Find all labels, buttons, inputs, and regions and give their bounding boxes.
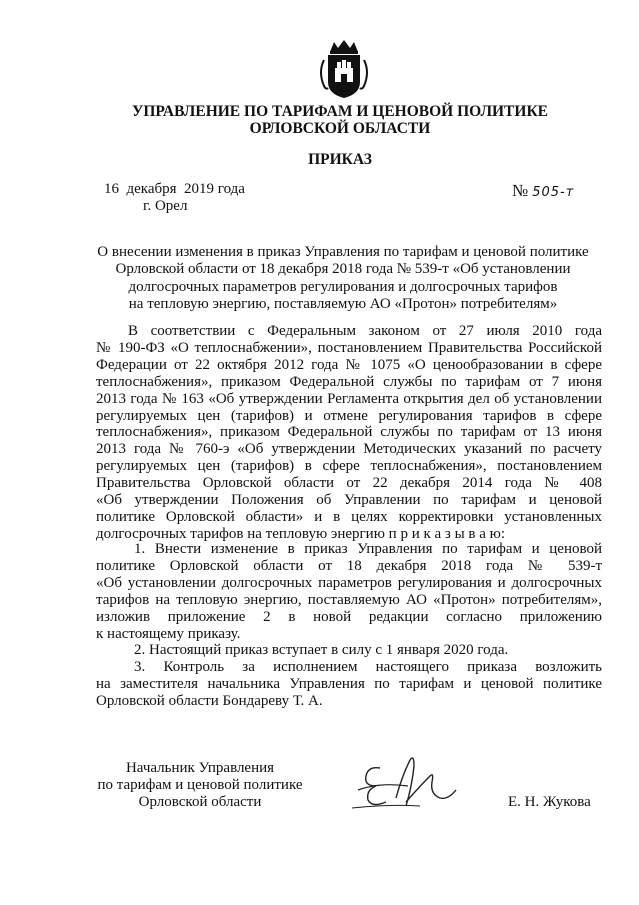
document-date: 16 декабря 2019 года — [104, 181, 245, 197]
order-item-line: на заместителя начальника Управления по тарифам и ценовой политике — [96, 676, 602, 693]
document-number — [512, 181, 574, 201]
order-item-line: к настоящему приказу. — [96, 625, 241, 642]
document-type-title: ПРИКАЗ — [308, 151, 372, 168]
signatory-title-line: Начальник Управления — [125, 760, 275, 776]
signatory-title-line: по тарифам и ценовой политике — [97, 777, 303, 793]
order-item-line: 2. Настоящий приказ вступает в силу с 1 января 2020 года. — [134, 642, 509, 659]
order-item-line: тарифов на тепловую энергию, поставляемую АО «Протон» потребителям», — [96, 591, 602, 608]
handwritten-number: 505-т — [532, 185, 575, 200]
preamble-line: регулируемых цен (тарифов) и отмене регулирования тарифов в сфере — [96, 407, 602, 424]
number-sign: № — [512, 181, 529, 200]
preamble-line: регулируемых цен (тарифов) в сфере теплоснабжения», постановлением — [96, 458, 602, 475]
preamble-paragraph — [96, 323, 602, 543]
signatory-title — [90, 760, 310, 811]
preamble-line: теплоснабжения», приказом Федеральной службы по тарифам от 13 июня — [96, 424, 602, 441]
subject-line: О внесении изменения в приказ Управления по тарифам и ценовой политике — [97, 244, 589, 260]
subject-line: Орловской области от 18 декабря 2018 года № 539-т «Об установлении — [115, 261, 571, 278]
organization-name-line2: ОРЛОВСКОЙ ОБЛАСТИ — [249, 120, 431, 137]
organization-name-line1: УПРАВЛЕНИЕ ПО ТАРИФАМ И ЦЕНОВОЙ ПОЛИТИКЕ — [131, 103, 549, 120]
preamble-line: Правительства Орловской области от 22 декабря 2014 года № 408 — [96, 475, 602, 492]
handwritten-signature-icon — [350, 746, 470, 816]
order-items — [96, 541, 602, 710]
order-item-line: «Об установлении долгосрочных параметров регулирования и долгосрочных — [96, 574, 602, 591]
signer-name: Е. Н. Жукова — [508, 794, 591, 810]
order-item-line: политике Орловской области от 18 декабря 2018 года № 539-т — [96, 557, 602, 574]
signatory-title-line: Орловской области — [138, 794, 262, 810]
order-item-line: 3. Контроль за исполнением настоящего приказа возложить — [134, 659, 602, 676]
document-city: г. Орел — [143, 198, 188, 214]
preamble-line: Федерации от 22 октября 2012 года № 1075 «О ценообразовании в сфере — [96, 356, 602, 373]
preamble-line: «Об утверждении Положения об Управлении по тарифам и ценовой — [96, 492, 602, 509]
preamble-line: теплоснабжения», приказом Федеральной службы по тарифам от 7 июня — [96, 373, 602, 390]
order-item-line: изложив приложение 2 в новой редакции согласно приложению — [96, 608, 602, 625]
coat-of-arms-icon — [304, 38, 384, 100]
subject-line: на тепловую энергию, поставляемую АО «Протон» потребителям» — [128, 295, 558, 312]
preamble-line: В соответствии с Федеральным законом от 27 июля 2010 года — [128, 323, 602, 339]
preamble-line: № 190-ФЗ «О теплоснабжении», постановлением Правительства Российской — [96, 339, 602, 356]
document-subject — [80, 244, 606, 313]
preamble-line: политике Орловской области» и в целях корректировки установленных — [96, 508, 602, 525]
subject-line: долгосрочных параметров регулирования и долгосрочных тарифов — [128, 278, 558, 295]
preamble-line: 2013 года № 163 «Об утверждении Регламента открытия дел об установлении — [96, 390, 602, 407]
order-item-line: 1. Внести изменение в приказ Управления по тарифам и ценовой — [134, 541, 602, 557]
order-item-line: Орловской области Бондареву Т. А. — [96, 693, 323, 710]
preamble-line: 2013 года № 760-э «Об утверждении Методических указаний по расчету — [96, 441, 602, 458]
preamble-line: долгосрочных тарифов на тепловую энергию п р и к а з ы в а ю: — [96, 525, 506, 542]
